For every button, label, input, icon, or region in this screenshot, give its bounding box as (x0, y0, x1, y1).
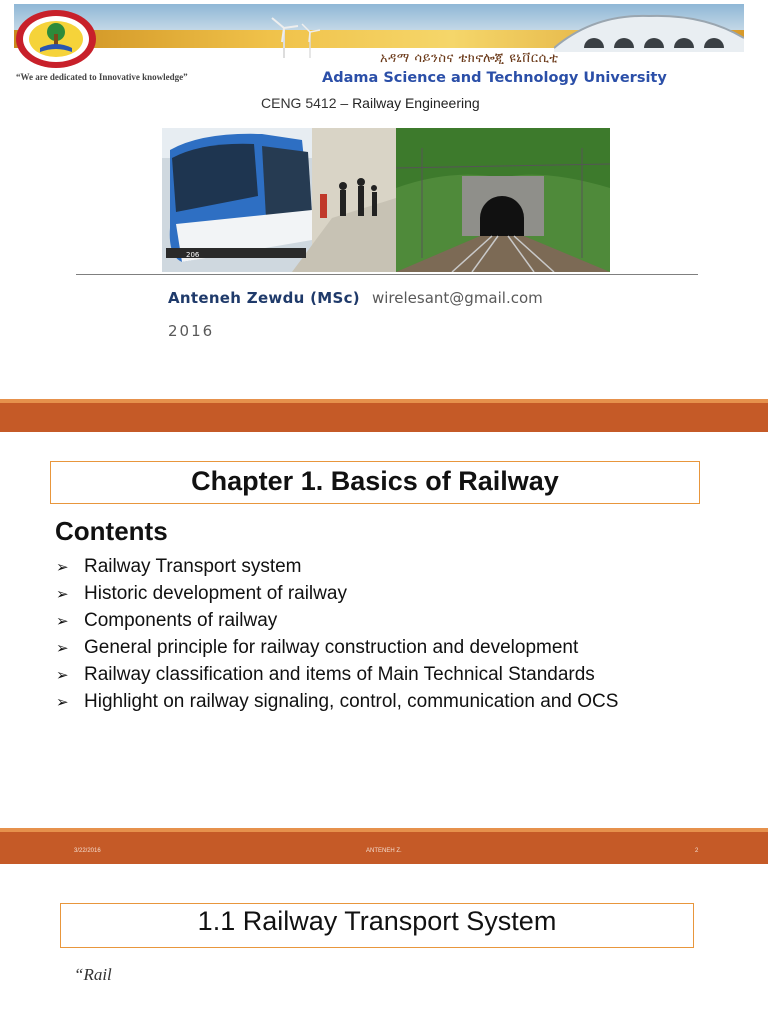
author-name: Anteneh Zewdu (MSc) (168, 289, 360, 307)
list-item: ➢ Railway Transport system (56, 553, 618, 580)
course-code: CENG 5412 – (261, 95, 349, 111)
bridge-graphic (554, 8, 744, 52)
footer-date: 3/22/2016 (74, 848, 101, 854)
wind-turbine-icon (290, 14, 330, 58)
tram-number: 206 (186, 251, 200, 259)
arrow-bullet-icon: ➢ (56, 612, 69, 630)
contents-heading: Contents (55, 516, 168, 546)
railway-photos (162, 128, 610, 272)
footer-author: ANTENEH Z. (366, 848, 402, 854)
section-title: 1.1 Railway Transport System (197, 906, 557, 936)
quote-text: “Rail (74, 965, 112, 984)
list-item: ➢ Components of railway (56, 607, 618, 634)
chapter-title: Chapter 1. Basics of Railway (191, 466, 559, 496)
tunnel-photo (396, 128, 610, 272)
university-logo (14, 8, 98, 70)
page-number: 2 (695, 848, 699, 854)
university-name-amharic: አዳማ ሳይንስና ቴክኖሎጂ ዩኒቨርሲቲ (380, 51, 559, 66)
university-name: Adama Science and Technology University (322, 70, 667, 86)
list-item: ➢ Highlight on railway signaling, control, communication and OCS (56, 688, 618, 715)
arrow-bullet-icon: ➢ (56, 639, 69, 657)
year: 2016 (168, 322, 215, 340)
tram-photo (162, 128, 396, 272)
arrow-bullet-icon: ➢ (56, 585, 69, 603)
arrow-bullet-icon: ➢ (56, 693, 69, 711)
arrow-bullet-icon: ➢ (56, 558, 69, 576)
contents-list (56, 553, 618, 715)
author-email[interactable]: wirelesant@gmail.com (372, 289, 543, 307)
divider (76, 274, 698, 275)
university-motto: “We are dedicated to Innovative knowledge” (16, 72, 188, 82)
list-item: ➢ Historic development of railway (56, 580, 618, 607)
slide-separator (0, 403, 768, 432)
list-item: ➢ General principle for railway construction and development (56, 634, 618, 661)
list-item: ➢ Railway classification and items of Main Technical Standards (56, 661, 618, 688)
course-name: Railway Engineering (352, 95, 480, 111)
arrow-bullet-icon: ➢ (56, 666, 69, 684)
course-title (261, 95, 480, 111)
